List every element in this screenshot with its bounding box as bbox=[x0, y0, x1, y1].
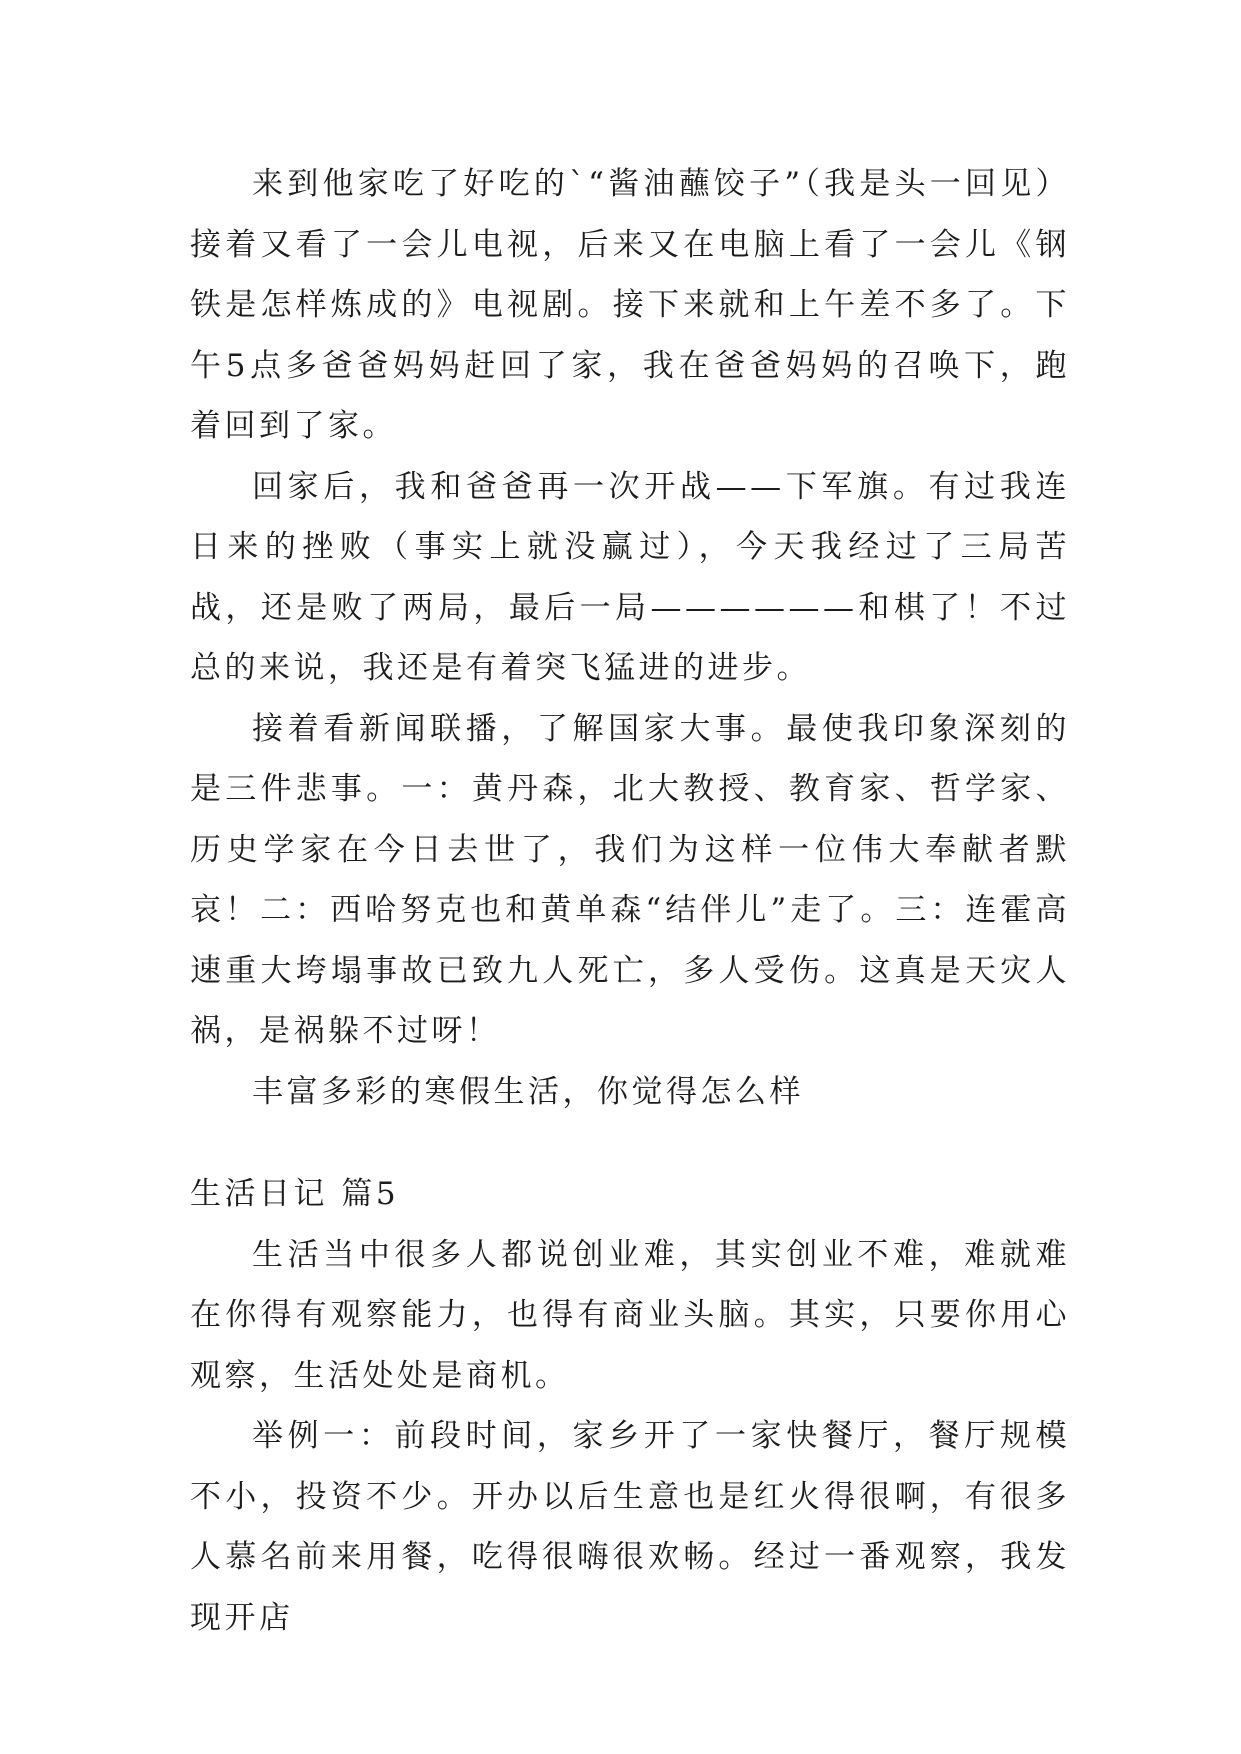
document-body bbox=[190, 154, 1070, 1648]
section-heading: 生活日记 篇5 bbox=[190, 1176, 400, 1212]
paragraph-news: 接着看新闻联播，了解国家大事。最使我印象深刻的是三件悲事。一：黄丹森，北大教授、教育家、哲学家、历史学家在今日去世了，我们为这样一位伟大奉献者默哀！二：西哈努克也和黄单森“结伴儿”走了。三：连霍高速重大垮塌事故已致九人死亡，多人受伤。这真是天灾人祸，是祸躲不过呀！ bbox=[190, 710, 1070, 1049]
paragraph-entrepreneurship: 生活当中很多人都说创业难，其实创业不难，难就难在你得有观察能力，也得有商业头脑。其实，只要你用心观察，生活处处是商机。 bbox=[190, 1236, 1070, 1394]
paragraph-winter-vacation: 丰富多彩的寒假生活，你觉得怎么样 bbox=[252, 1073, 804, 1110]
paragraph-army-chess: 回家后，我和爸爸再一次开战——下军旗。有过我连日来的挫败（事实上就没赢过），今天我经过了三局苦战，还是败了两局，最后一局——————和棋了！不过总的来说，我还是有着突飞猛进的进步。 bbox=[190, 468, 1070, 686]
paragraph-dumplings: 来到他家吃了好吃的`“酱油蘸饺子”（我是头一回见）接着又看了一会儿电视，后来又在电脑上看了一会儿《钢铁是怎样炼成的》电视剧。接下来就和上午差不多了。下午5点多爸爸妈妈赶回了家，我在爸爸妈妈的召唤下，跑着回到了家。 bbox=[190, 166, 1070, 444]
paragraph-example-one: 举例一：前段时间，家乡开了一家快餐厅，餐厅规模不小，投资不少。开办以后生意也是红火得很啊，有很多人慕名前来用餐，吃得很嗨很欢畅。经过一番观察，我发现开店 bbox=[190, 1418, 1070, 1636]
